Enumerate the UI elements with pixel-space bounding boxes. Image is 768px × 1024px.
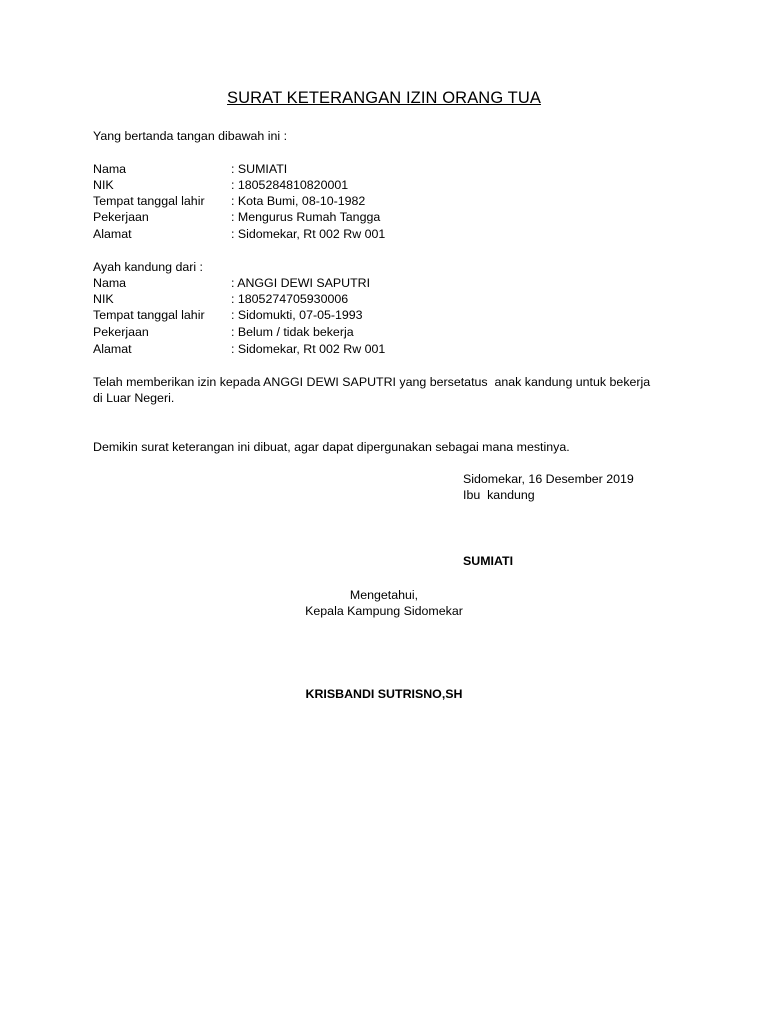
parent-address-label: Alamat bbox=[93, 227, 132, 241]
child-address-label: Alamat bbox=[93, 342, 132, 356]
closing-text: Demikin surat keterangan ini dibuat, agar dapat dipergunakan sebagai mana mestinya. bbox=[93, 440, 570, 454]
child-job-label: Pekerjaan bbox=[93, 325, 149, 339]
parent-birth-label: Tempat tanggal lahir bbox=[93, 194, 205, 208]
child-birth-label: Tempat tanggal lahir bbox=[93, 308, 205, 322]
parent-job-value: : Mengurus Rumah Tangga bbox=[231, 210, 381, 224]
intro-text: Yang bertanda tangan dibawah ini : bbox=[93, 129, 288, 143]
statement-text-line-1: Telah memberikan izin kepada ANGGI DEWI SAPUTRI yang bersetatus anak kandung untuk bekerja bbox=[93, 375, 651, 389]
parent-name-label: Nama bbox=[93, 162, 127, 176]
signature-role: Ibu kandung bbox=[463, 488, 535, 502]
acknowledgement-heading: Mengetahui, bbox=[349, 588, 419, 602]
child-nik-label: NIK bbox=[93, 292, 114, 306]
child-name-label: Nama bbox=[93, 276, 127, 290]
child-name-value: : ANGGI DEWI SAPUTRI bbox=[231, 276, 371, 290]
acknowledgement-role: Kepala Kampung Sidomekar bbox=[305, 604, 463, 618]
child-birth-value: : Sidomukti, 07-05-1993 bbox=[231, 308, 363, 322]
statement-text-line-2: di Luar Negeri. bbox=[93, 391, 175, 405]
signature-place-date: Sidomekar, 16 Desember 2019 bbox=[463, 472, 634, 486]
child-nik-value: : 1805274705930006 bbox=[231, 292, 349, 306]
parent-job-label: Pekerjaan bbox=[93, 210, 149, 224]
parent-address-value: : Sidomekar, Rt 002 Rw 001 bbox=[231, 227, 386, 241]
letter-title: SURAT KETERANGAN IZIN ORANG TUA bbox=[227, 89, 541, 107]
parent-nik-label: NIK bbox=[93, 178, 114, 192]
signature-name: SUMIATI bbox=[463, 554, 514, 568]
child-job-value: : Belum / tidak bekerja bbox=[231, 325, 354, 339]
child-intro-text: Ayah kandung dari : bbox=[93, 260, 203, 274]
parent-birth-value: : Kota Bumi, 08-10-1982 bbox=[231, 194, 366, 208]
parent-name-value: : SUMIATI bbox=[231, 162, 288, 176]
acknowledgement-name: KRISBANDI SUTRISNO,SH bbox=[305, 687, 463, 701]
parent-nik-value: : 1805284810820001 bbox=[231, 178, 349, 192]
child-address-value: : Sidomekar, Rt 002 Rw 001 bbox=[231, 342, 386, 356]
